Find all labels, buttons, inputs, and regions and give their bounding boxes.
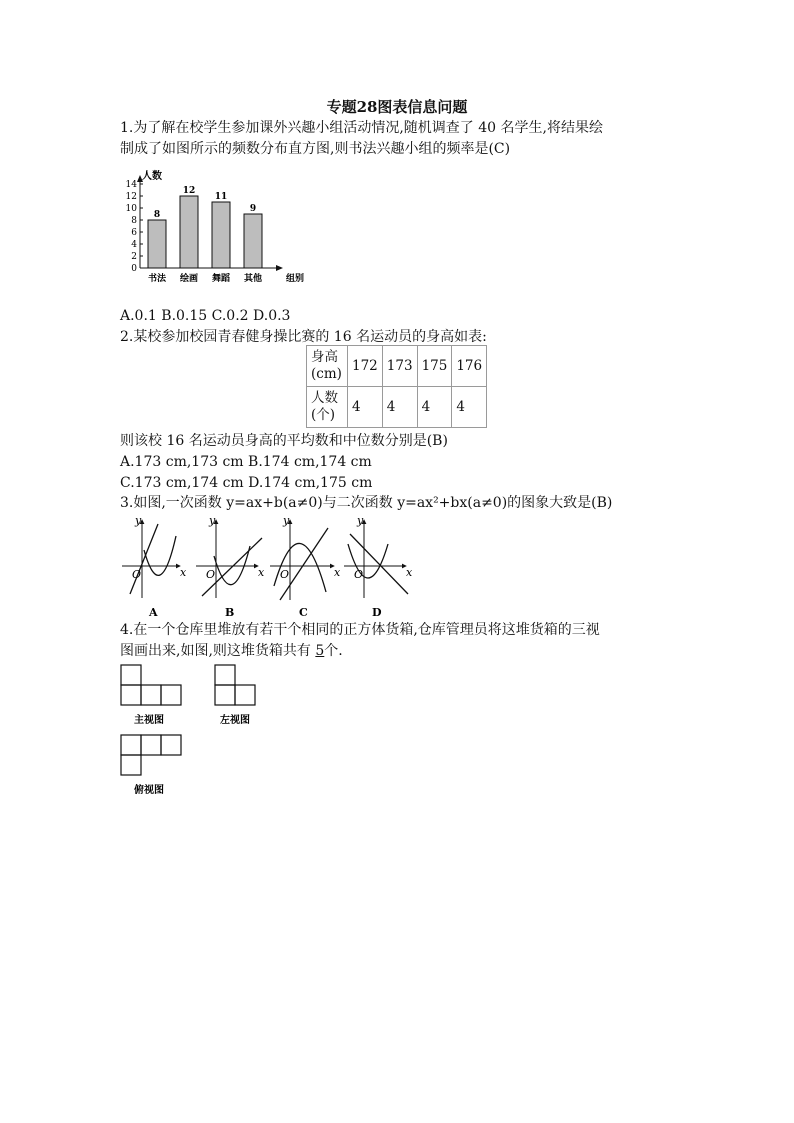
y-axis-label: y: [135, 514, 142, 527]
q3-line-1: 3.如图,一次函数 y=ax+b(a≠0)与二次函数 y=ax²+bx(a≠0)的图象大致是(B): [120, 495, 613, 511]
q4-line-1: 4.在一个仓库里堆放有若干个相同的正方体货箱,仓库管理员将这堆货箱的三视: [120, 622, 600, 638]
x-tick-label: 舞蹈: [211, 274, 231, 284]
origin-label: O: [354, 568, 364, 581]
graph-b: [196, 514, 265, 619]
y-axis-label: y: [283, 514, 290, 527]
x-axis-arrow: [276, 265, 283, 271]
table-cell: 4: [417, 387, 452, 428]
graph-label-d: D: [372, 606, 382, 619]
table-cell: 176: [452, 346, 487, 387]
x-axis-label: x: [258, 566, 265, 579]
linear-function-line: [280, 528, 328, 600]
q4-line-2-prefix: 图画出来,如图,则这堆货箱共有: [120, 643, 316, 659]
page-title: 专题28图表信息问题: [326, 98, 468, 116]
graph-a: [122, 514, 187, 619]
front-view-label: 主视图: [134, 715, 164, 726]
y-tick-label: 6: [131, 228, 137, 238]
q1-line-1: 1.为了解在校学生参加课外兴趣小组活动情况,随机调查了 40 名学生,将结果绘: [120, 120, 603, 136]
box-square: [121, 735, 141, 755]
bar-value-label: 8: [153, 210, 161, 220]
left-view: [215, 665, 255, 705]
x-tick-label: 绘画: [179, 274, 199, 284]
x-axis-label: x: [406, 566, 413, 579]
top-view: [121, 735, 181, 775]
q2-line-2: 则该校 16 名运动员身高的平均数和中位数分别是(B): [120, 433, 448, 449]
graph-label-c: C: [299, 606, 308, 619]
y-tick-label: 0: [131, 264, 137, 274]
x-axis-label: x: [334, 566, 341, 579]
q4-line-2: [120, 641, 343, 661]
box-square: [161, 735, 181, 755]
box-square: [141, 685, 161, 705]
q3-graphs: [116, 512, 416, 620]
header-count-label: 人数: [311, 390, 338, 406]
header-height-label: 身高: [311, 349, 338, 365]
box-square: [121, 755, 141, 775]
linear-function-line: [350, 534, 408, 594]
y-tick-label: 14: [125, 180, 137, 190]
table-cell: 173: [382, 346, 417, 387]
bar: [212, 202, 230, 268]
q2-options-2: C.173 cm,174 cm D.174 cm,175 cm: [120, 475, 373, 491]
graph-d: [344, 514, 413, 619]
box-square: [235, 685, 255, 705]
table-cell: 172: [348, 346, 383, 387]
y-axis-label: y: [357, 514, 364, 527]
bar: [180, 196, 198, 268]
table-row: [307, 387, 487, 428]
table-cell: 4: [348, 387, 383, 428]
table-header-height: [307, 346, 348, 387]
q1-line-2: 制成了如图所示的频数分布直方图,则书法兴趣小组的频率是(C): [120, 141, 511, 157]
box-square: [215, 665, 235, 685]
table-cell: 175: [417, 346, 452, 387]
bar: [244, 214, 262, 268]
box-square: [161, 685, 181, 705]
y-axis-label: 人数: [142, 171, 162, 182]
q4-line-2-suffix: 个.: [324, 643, 343, 659]
q2-line-1: 2.某校参加校园青春健身操比赛的 16 名运动员的身高如表:: [120, 329, 487, 345]
parabola-curve: [144, 536, 176, 575]
q1-options: A.0.1 B.0.15 C.0.2 D.0.3: [120, 308, 291, 324]
front-view: [121, 665, 181, 705]
y-tick-label: 10: [125, 204, 137, 214]
graph-c: [270, 514, 341, 619]
y-tick-label: 2: [131, 252, 137, 262]
box-square: [215, 685, 235, 705]
left-view-label: 左视图: [220, 715, 250, 726]
q4-three-views: [118, 662, 278, 802]
top-view-label: 俯视图: [134, 785, 164, 796]
table-cell: 4: [382, 387, 417, 428]
box-square: [121, 685, 141, 705]
graph-label-b: B: [225, 606, 235, 619]
x-axis-label: x: [180, 566, 187, 579]
bar-value-label: 9: [249, 204, 257, 214]
graph-label-a: A: [149, 606, 158, 619]
x-axis-label: 组别: [286, 274, 305, 284]
header-count-unit: (个): [311, 407, 336, 423]
table-cell: 4: [452, 387, 487, 428]
height-table: [306, 345, 487, 428]
origin-label: O: [280, 568, 290, 581]
bar: [148, 220, 166, 268]
origin-label: O: [132, 568, 142, 581]
x-tick-label: 书法: [147, 274, 167, 284]
y-tick-label: 8: [131, 216, 137, 226]
bar-value-label: 11: [214, 192, 228, 202]
y-axis-label: y: [209, 514, 216, 527]
box-square: [141, 735, 161, 755]
y-tick-label: 4: [131, 240, 137, 250]
y-tick-label: 12: [125, 192, 137, 202]
q1-bar-chart: [118, 160, 308, 285]
x-tick-label: 其他: [243, 274, 263, 284]
origin-label: O: [206, 568, 216, 581]
q4-answer: 5: [315, 643, 325, 659]
table-row: [307, 346, 487, 387]
q2-options-1: A.173 cm,173 cm B.174 cm,174 cm: [120, 454, 372, 470]
linear-function-line: [130, 524, 158, 594]
table-header-count: [307, 387, 348, 428]
bar-value-label: 12: [182, 186, 196, 196]
box-square: [121, 665, 141, 685]
linear-function-line: [202, 538, 262, 596]
header-height-unit: (cm): [311, 366, 342, 382]
